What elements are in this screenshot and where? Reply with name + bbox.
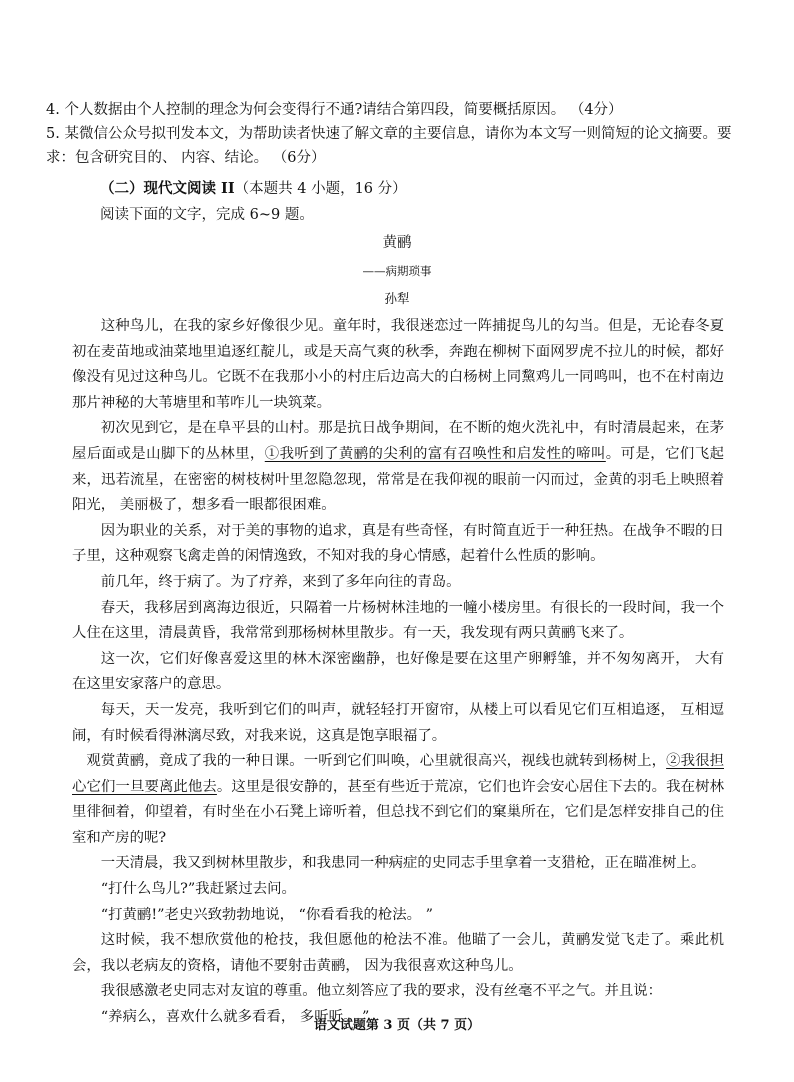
paragraph-2 [72,416,724,518]
paragraph-8 [72,749,724,851]
paragraph-5: 春天，我移居到离海边很近，只隔着一片杨树林洼地的一幢小楼房里。有很长的一段时间，我一个人住在这里，清晨黄昏，我常常到那杨树林里散步。有一天，我发现有两只黄鹂飞来了。 [72,599,724,642]
section-score: （本题共 4 小题，16 分） [234,181,407,197]
paragraph-14: “养病么，喜欢什么就多看看， 多听听。 ” [100,1009,370,1026]
article-body [72,314,724,1031]
paragraph-12: 这时候，我不想欣赏他的枪技，我但愿他的枪法不准。他瞄了一会儿，黄鹂发觉飞走了。乘此机会，我以老病友的资格，请他不要射击黄鹂， 因为我很喜欢这种鸟儿。 [72,932,724,974]
article-title: 黄鹂 [382,235,412,251]
question-4: 4. 个人数据由个人控制的理念为何会变得行不通?请结合第四段，简要概括原因。 （4分） [46,102,623,118]
paragraph-10: “打什么鸟儿?”我赶紧过去问。 [100,881,296,898]
marked-sentence-2: ②我很担心它们一旦要离此他去 [72,753,724,795]
paragraph-8-end: 。这里是很安静的，甚至有些近于荒凉，它们也许会安心居住下去的。我在树林里徘徊着，仰望着，有时坐在小石凳上谛听着，但总找不到它们的窠巢所在，它们是怎样安排自己的住室和产房的呢? [72,778,724,846]
marked-sentence-1: ①我听到了黄鹂的尖利的富有召唤性和启发性的啼叫 [264,445,606,462]
paragraph-2-end: 。可是，它们飞起来，迅若流星，在密密的树枝树叶里忽隐忽现，常常是在我仰视的眼前一闪而过，金黄的羽毛上映照着阳光， 美丽极了，想多看一眼都很困难。 [72,445,724,514]
section-heading [100,178,407,200]
question-5: 5. 某微信公众号拟刊发本文，为帮助读者快速了解文章的主要信息，请你为本文写一则简短的论文摘要。要求：包含研究目的、 内容、结论。 （6分） [46,126,732,166]
paragraph-2-start: 初次见到它，是在阜平县的山村。那是抗日战争期间，在不断的炮火洗礼中，有时清晨起来，在茅屋后面或是山脚下的丛林里， [72,420,724,462]
paragraph-8-start: 观赏黄鹂，竟成了我的一种日课。一听到它们叫唤，心里就很高兴，视线也就转到杨树上， [86,753,667,770]
article-author: 孙犁 [384,291,410,306]
paragraph-6: 这一次，它们好像喜爱这里的林木深密幽静，也好像是要在这里产卵孵雏，并不匆匆离开， 大有在这里安家落户的意思。 [72,650,724,693]
section-instruction: 阅读下面的文字，完成 6~9 题。 [100,207,314,223]
paragraph-13: 我很感激老史同志对友谊的尊重。他立刻答应了我的要求，没有丝毫不平之气。并且说： [100,983,663,1000]
paragraph-4: 前几年，终于病了。为了疗养，来到了多年向往的青岛。 [100,573,461,590]
paragraph-1: 这种鸟儿，在我的家乡好像很少见。童年时，我很迷恋过一阵捕捉鸟儿的勾当。但是，无论春冬夏初在麦苗地或油菜地里追逐红靛儿，或是天高气爽的秋季，奔跑在柳树下面网罗虎不拉儿的时候，都好像没有见过这种鸟儿。它既不在我那小小的村庄后边高大的白杨树上同黧鸡儿一同鸣叫，也不在村南边那片神秘的大苇塘里和苇咋儿一块筑菜。 [72,318,724,411]
paragraph-11: “打黄鹂!”老史兴致勃勃地说， “你看看我的枪法。 ” [100,906,433,923]
paragraph-9: 一天清晨，我又到树林里散步，和我患同一种病症的史同志手里拿着一支猎枪，正在瞄准树上。 [100,855,706,872]
paragraph-3: 因为职业的关系，对于美的事物的追求，真是有些奇怪，有时简直近于一种狂热。在战争不暇的日子里，这种观察飞禽走兽的闲情逸致，不知对我的身心情感，起着什么性质的影响。 [72,522,724,565]
page-footer: 语文试题第 3 页（共 7 页） [313,1018,481,1033]
article-subtitle: ——病期琐事 [362,264,432,278]
section-title: （二）现代文阅读 II [100,180,235,197]
paragraph-7: 每天，天一发亮，我听到它们的叫声，就轻轻打开窗帘，从楼上可以看见它们互相追逐， 互相逗闹，有时候看得淋漓尽致，对我来说，这真是饱享眼福了。 [72,701,724,744]
